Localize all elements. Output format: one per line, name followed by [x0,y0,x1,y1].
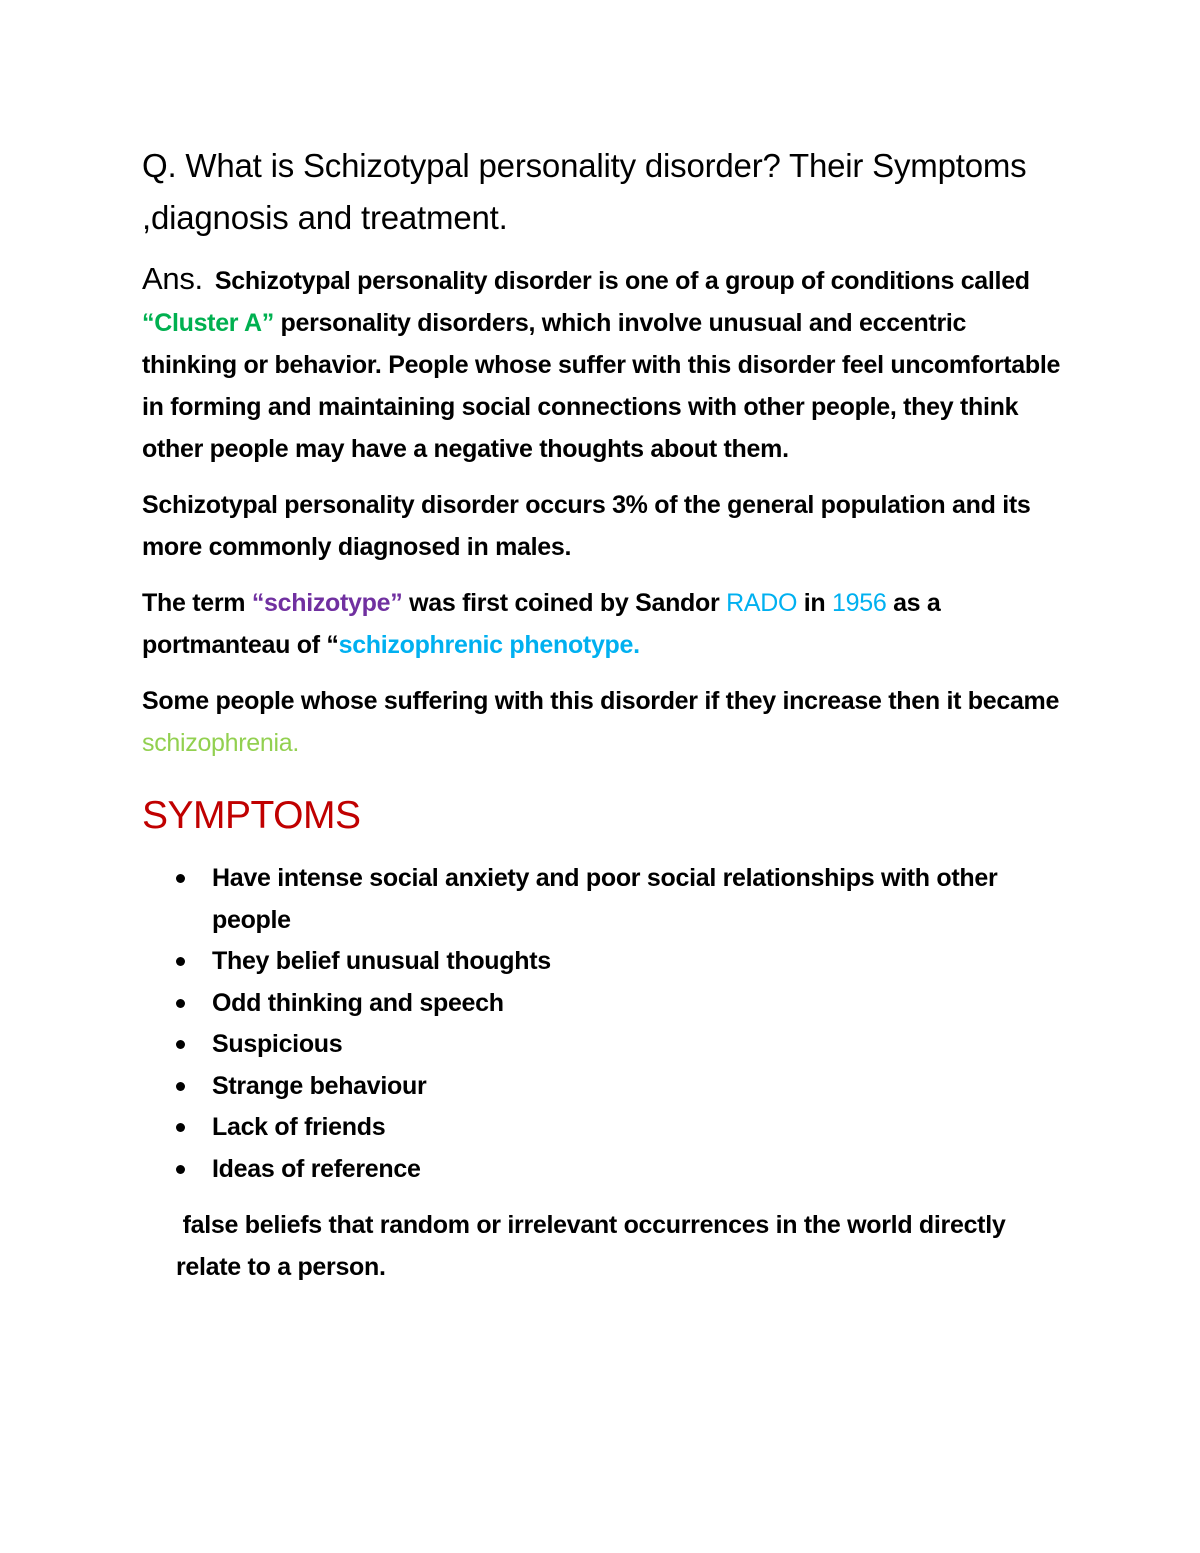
answer-text-1a: Schizotypal personality disorder is one of a group of conditions called [214,267,1030,295]
answer-text-3c: in [797,589,833,617]
bullet-icon [176,1165,185,1174]
symptom-item [142,941,1062,983]
answer-paragraph-2: Schizotypal personality disorder occurs 3% of the general population and its more commonly diagnosed in males. [142,491,1031,561]
answer-text-3d: as a portmanteau of “ [142,589,941,659]
symptom-text: Lack of friends [212,1113,386,1141]
answer-paragraph-1 [142,258,1062,470]
ideas-of-reference-note: false beliefs that random or irrelevant occurrences in the world directly relate to a person. [176,1211,1013,1281]
cluster-a-term: “Cluster A” [142,309,274,337]
year-1956: 1956 [832,589,887,617]
symptom-item [142,1149,1062,1191]
bullet-icon [176,1040,185,1049]
schizophrenic-phenotype-phrase: schizophrenic phenotype. [338,631,640,659]
symptom-text: Strange behaviour [212,1071,427,1100]
rado-name: RADO [726,589,798,617]
symptom-item [142,983,1062,1025]
symptom-text: Suspicious [212,1030,343,1058]
answer-text-3b: was first coined by Sandor [402,589,727,617]
bullet-icon [176,1123,185,1132]
answer-paragraph-3 [142,582,1062,666]
symptoms-heading: SYMPTOMS [142,794,361,837]
symptom-text: Odd thinking and speech [212,988,504,1017]
symptom-text: They belief unusual thoughts [212,947,551,975]
answer-label: Ans. [142,261,203,296]
symptom-item [142,1107,1062,1149]
bullet-icon [176,957,185,966]
question-heading: Q. What is Schizotypal personality disorder? Their Symptoms ,diagnosis and treatment. [142,147,1027,236]
symptom-text: Have intense social anxiety and poor social relationships with other people [212,864,998,934]
answer-text-1b: personality disorders, which involve unusual and eccentric thinking or behavior. People whose suffer with this disorder feel uncomfortable in forming and maintaining social connections with other people, they think other people may have a negative thoughts about them. [142,309,1061,463]
bullet-icon [176,1082,185,1091]
symptom-item [142,1024,1062,1066]
symptom-item [142,858,1062,941]
symptom-item [142,1066,1062,1108]
bullet-icon [176,999,185,1008]
answer-paragraph-4 [142,680,1062,764]
document-content [142,140,1062,1288]
symptoms-list [142,858,1062,1190]
bullet-icon [176,874,185,883]
schizotype-term: “schizotype” [251,589,403,617]
schizophrenia-word: schizophrenia. [142,729,300,757]
symptom-text: Ideas of reference [212,1154,421,1183]
answer-text-3a: The term [142,589,252,617]
answer-text-4a: Some people whose suffering with this disorder if they increase then it became [142,687,1060,715]
